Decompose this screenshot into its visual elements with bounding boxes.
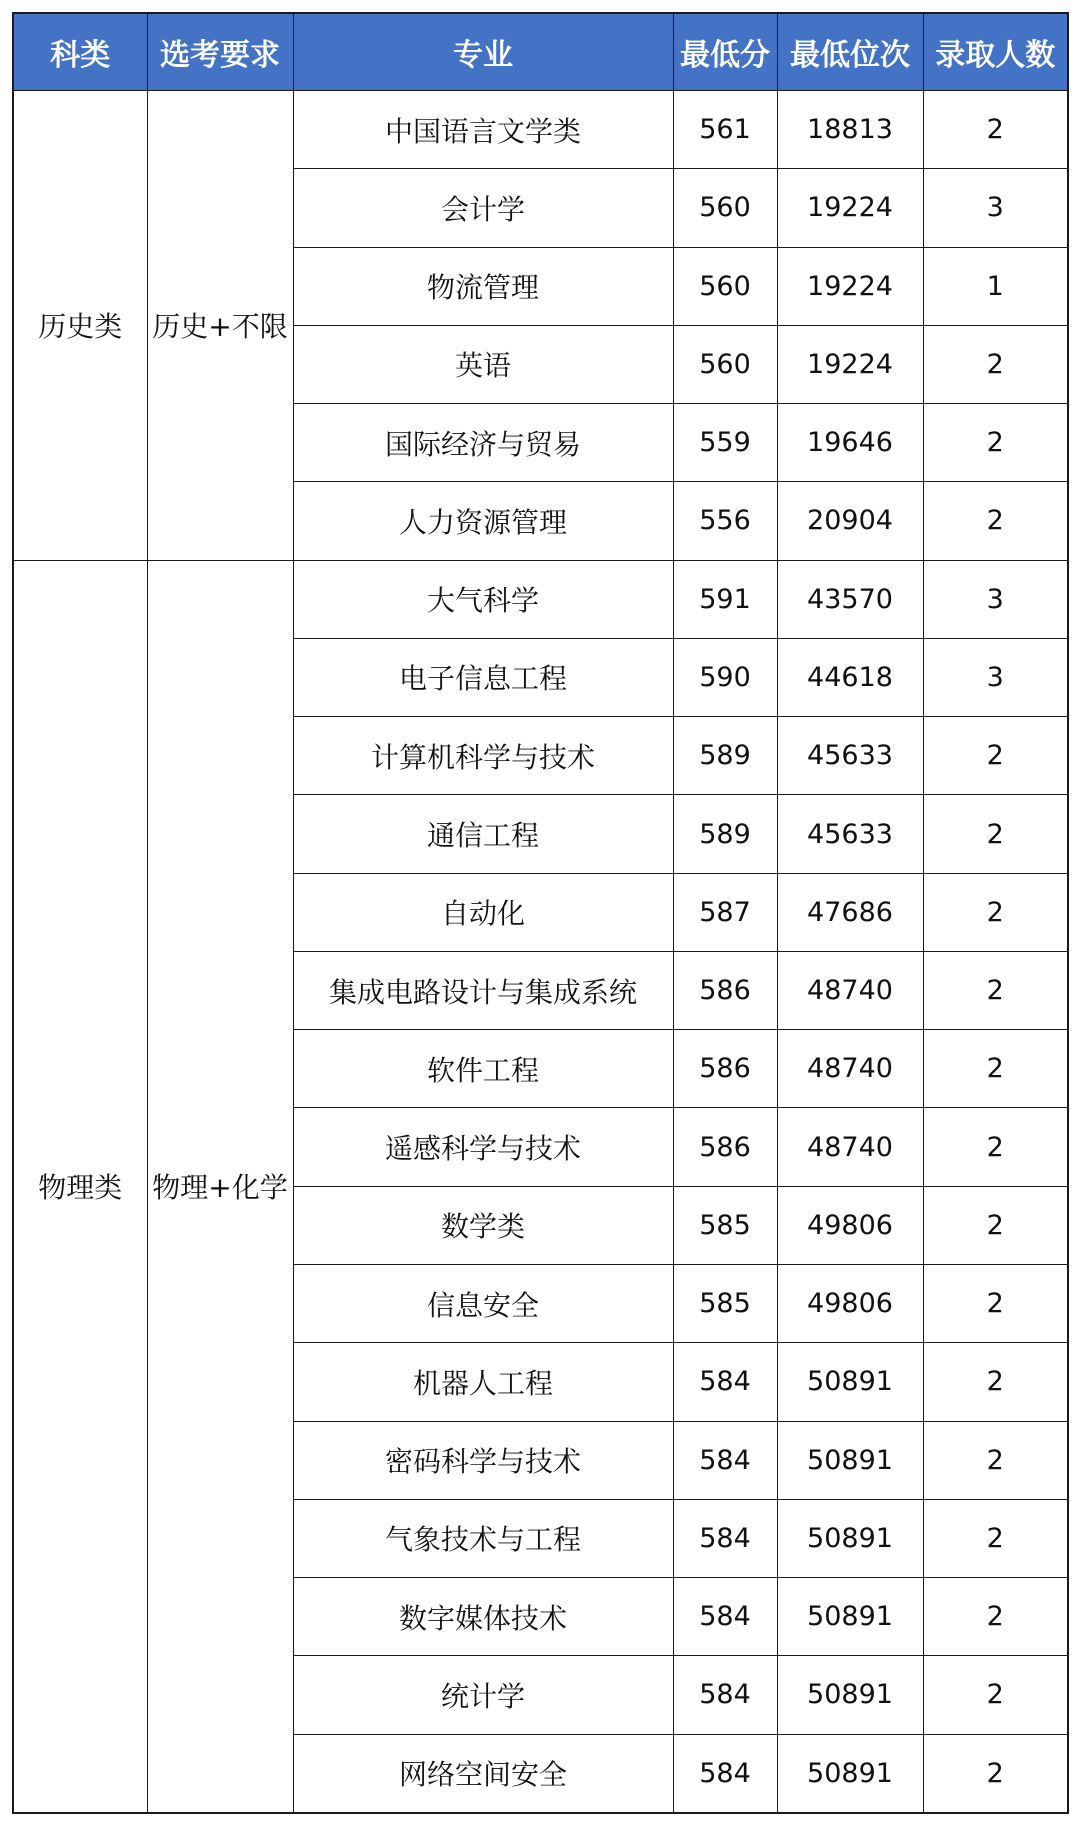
admitted-cell: 2	[923, 1030, 1068, 1108]
admitted-cell: 3	[923, 169, 1068, 247]
admitted-cell: 2	[923, 1578, 1068, 1656]
admitted-cell: 2	[923, 873, 1068, 951]
major-cell: 信息安全	[293, 1264, 673, 1342]
min-score-cell: 584	[673, 1421, 777, 1499]
min-rank-cell: 48740	[777, 1108, 923, 1186]
category-cell: 物理类	[13, 560, 147, 1813]
min-rank-cell: 50891	[777, 1499, 923, 1577]
header-admitted: 录取人数	[923, 13, 1068, 91]
major-cell: 数字媒体技术	[293, 1578, 673, 1656]
min-rank-cell: 19224	[777, 325, 923, 403]
min-score-cell: 586	[673, 1108, 777, 1186]
major-cell: 机器人工程	[293, 1343, 673, 1421]
min-score-cell: 584	[673, 1343, 777, 1421]
admitted-cell: 2	[923, 951, 1068, 1029]
min-score-cell: 560	[673, 169, 777, 247]
min-rank-cell: 49806	[777, 1186, 923, 1264]
min-rank-cell: 48740	[777, 951, 923, 1029]
major-cell: 集成电路设计与集成系统	[293, 951, 673, 1029]
admitted-cell: 2	[923, 1499, 1068, 1577]
min-rank-cell: 50891	[777, 1421, 923, 1499]
min-score-cell: 584	[673, 1656, 777, 1734]
major-cell: 密码科学与技术	[293, 1421, 673, 1499]
min-rank-cell: 19224	[777, 247, 923, 325]
min-score-cell: 589	[673, 795, 777, 873]
major-cell: 国际经济与贸易	[293, 404, 673, 482]
table-header	[13, 13, 1068, 91]
category-cell: 历史类	[13, 91, 147, 561]
admissions-table	[12, 12, 1069, 1814]
table-body	[13, 91, 1068, 1814]
admitted-cell: 2	[923, 1108, 1068, 1186]
major-cell: 遥感科学与技术	[293, 1108, 673, 1186]
admitted-cell: 2	[923, 1734, 1068, 1813]
min-rank-cell: 43570	[777, 560, 923, 638]
min-score-cell: 586	[673, 951, 777, 1029]
min-score-cell: 591	[673, 560, 777, 638]
table-row	[13, 560, 1068, 638]
min-score-cell: 585	[673, 1186, 777, 1264]
admitted-cell: 2	[923, 1186, 1068, 1264]
min-rank-cell: 48740	[777, 1030, 923, 1108]
admitted-cell: 3	[923, 638, 1068, 716]
min-rank-cell: 50891	[777, 1734, 923, 1813]
min-score-cell: 586	[673, 1030, 777, 1108]
min-rank-cell: 49806	[777, 1264, 923, 1342]
admitted-cell: 2	[923, 91, 1068, 169]
min-score-cell: 587	[673, 873, 777, 951]
requirement-cell: 历史+不限	[147, 91, 293, 561]
min-score-cell: 584	[673, 1578, 777, 1656]
major-cell: 人力资源管理	[293, 482, 673, 560]
header-category: 科类	[13, 13, 147, 91]
header-row	[13, 13, 1068, 91]
major-cell: 物流管理	[293, 247, 673, 325]
admitted-cell: 2	[923, 795, 1068, 873]
min-rank-cell: 45633	[777, 717, 923, 795]
min-rank-cell: 50891	[777, 1578, 923, 1656]
min-rank-cell: 18813	[777, 91, 923, 169]
admitted-cell: 2	[923, 325, 1068, 403]
min-rank-cell: 19224	[777, 169, 923, 247]
header-requirement: 选考要求	[147, 13, 293, 91]
min-score-cell: 556	[673, 482, 777, 560]
header-min-score: 最低分	[673, 13, 777, 91]
major-cell: 大气科学	[293, 560, 673, 638]
admitted-cell: 2	[923, 1421, 1068, 1499]
requirement-cell: 物理+化学	[147, 560, 293, 1813]
min-score-cell: 559	[673, 404, 777, 482]
admitted-cell: 1	[923, 247, 1068, 325]
min-score-cell: 585	[673, 1264, 777, 1342]
major-cell: 通信工程	[293, 795, 673, 873]
admitted-cell: 2	[923, 1343, 1068, 1421]
major-cell: 会计学	[293, 169, 673, 247]
min-score-cell: 560	[673, 247, 777, 325]
major-cell: 英语	[293, 325, 673, 403]
major-cell: 电子信息工程	[293, 638, 673, 716]
major-cell: 自动化	[293, 873, 673, 951]
min-score-cell: 584	[673, 1734, 777, 1813]
min-rank-cell: 50891	[777, 1343, 923, 1421]
min-rank-cell: 50891	[777, 1656, 923, 1734]
table-row	[13, 91, 1068, 169]
admitted-cell: 2	[923, 482, 1068, 560]
major-cell: 气象技术与工程	[293, 1499, 673, 1577]
min-rank-cell: 19646	[777, 404, 923, 482]
min-score-cell: 561	[673, 91, 777, 169]
major-cell: 中国语言文学类	[293, 91, 673, 169]
major-cell: 软件工程	[293, 1030, 673, 1108]
admitted-cell: 2	[923, 1264, 1068, 1342]
min-rank-cell: 45633	[777, 795, 923, 873]
min-score-cell: 589	[673, 717, 777, 795]
major-cell: 数学类	[293, 1186, 673, 1264]
min-rank-cell: 44618	[777, 638, 923, 716]
header-major: 专业	[293, 13, 673, 91]
major-cell: 计算机科学与技术	[293, 717, 673, 795]
admitted-cell: 3	[923, 560, 1068, 638]
header-min-rank: 最低位次	[777, 13, 923, 91]
admitted-cell: 2	[923, 717, 1068, 795]
major-cell: 统计学	[293, 1656, 673, 1734]
min-score-cell: 560	[673, 325, 777, 403]
min-score-cell: 584	[673, 1499, 777, 1577]
major-cell: 网络空间安全	[293, 1734, 673, 1813]
min-rank-cell: 20904	[777, 482, 923, 560]
admitted-cell: 2	[923, 1656, 1068, 1734]
min-rank-cell: 47686	[777, 873, 923, 951]
admitted-cell: 2	[923, 404, 1068, 482]
min-score-cell: 590	[673, 638, 777, 716]
